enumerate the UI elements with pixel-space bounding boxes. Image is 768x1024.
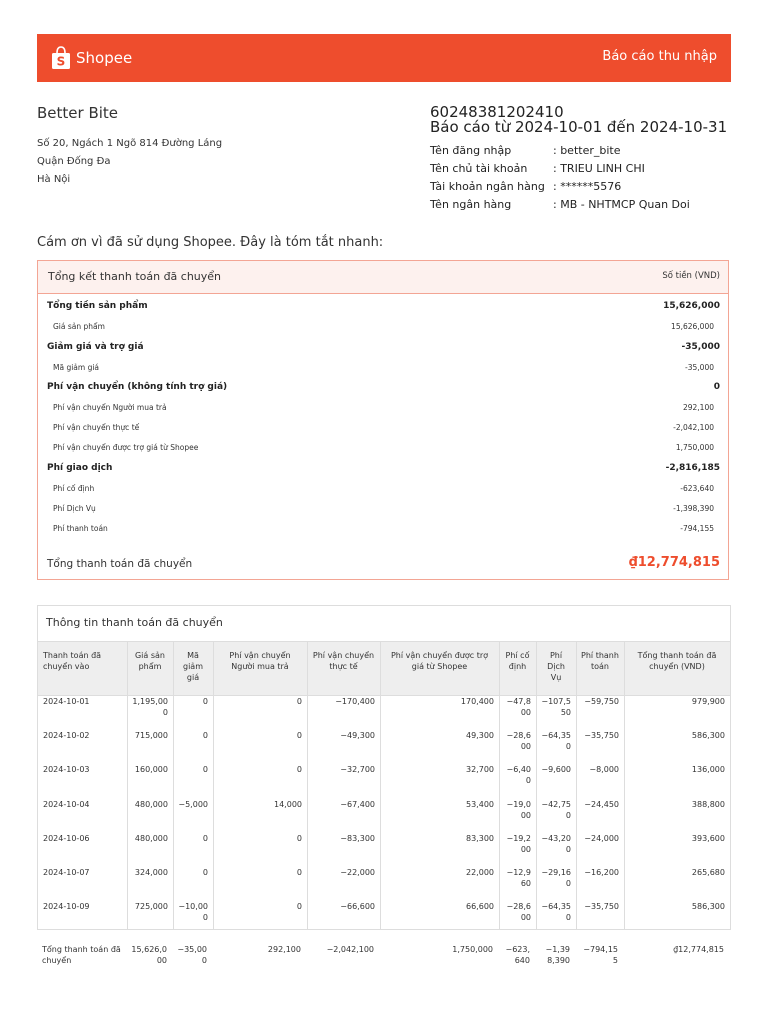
column-divider — [576, 641, 577, 929]
table-cell: 715,000 — [134, 731, 168, 741]
summary-row — [38, 524, 728, 538]
summary-row-label: Phí Dịch Vụ — [53, 504, 96, 513]
account-info-label: Tên chủ tài khoản — [430, 162, 528, 175]
column-header: Mã giảm giá — [183, 651, 203, 682]
column-header: Phí cố định — [505, 651, 530, 671]
table-cell: −10,000 — [178, 902, 208, 923]
payout-summary-box — [37, 260, 729, 580]
table-cell: −43,200 — [541, 833, 571, 854]
total-cell: −35,000 — [177, 945, 207, 965]
summary-row-label: Mã giảm giá — [53, 363, 100, 372]
table-cell: 393,600 — [691, 833, 725, 843]
summary-total-value: ₫12,774,815 — [628, 555, 720, 570]
table-cell: −83,300 — [340, 833, 375, 843]
column-divider — [173, 641, 174, 929]
account-info-row — [430, 162, 645, 175]
summary-row-value: 292,100 — [682, 403, 714, 412]
table-cell: −5,000 — [178, 799, 208, 809]
summary-row-value: -794,155 — [680, 524, 714, 533]
account-info-row — [430, 180, 621, 193]
summary-row-label: Phí vận chuyển được trợ giá từ Shopee — [53, 443, 199, 452]
table-cell: 0 — [296, 902, 302, 912]
column-header: Phí vận chuyển thực tế — [312, 651, 375, 671]
table-cell: 265,680 — [691, 868, 725, 877]
summary-row-label: Phí giao dịch — [47, 463, 113, 473]
table-cell: 2024-10-02 — [43, 731, 90, 741]
table-cell: −107,550 — [541, 697, 571, 717]
account-info-row — [430, 144, 621, 157]
table-cell: 32,700 — [466, 765, 494, 775]
table-cell: 0 — [202, 868, 208, 877]
header-bar — [37, 34, 731, 82]
table-cell: 0 — [296, 868, 302, 877]
table-cell: −32,700 — [340, 765, 375, 775]
table-cell: −170,400 — [335, 697, 375, 706]
table-cell: 2024-10-03 — [43, 765, 90, 775]
table-cell: 53,400 — [466, 799, 494, 809]
summary-row-value: -35,000 — [681, 342, 720, 352]
table-cell: 324,000 — [134, 868, 168, 877]
shop-name: Better Bite — [37, 104, 119, 122]
summary-title: Tổng kết thanh toán đã chuyển — [48, 270, 222, 283]
table-cell: 979,900 — [691, 697, 725, 706]
total-cell: 15,626,000 — [131, 945, 167, 965]
report-period: Báo cáo từ 2024-10-01 đến 2024-10-31 — [430, 118, 728, 136]
table-cell: 2024-10-06 — [43, 833, 90, 843]
account-info-value: : better_bite — [553, 144, 621, 157]
summary-row — [38, 484, 728, 498]
summary-row-label: Phí cố định — [53, 484, 95, 493]
table-cell: −42,750 — [541, 799, 571, 820]
table-cell: −35,750 — [584, 902, 619, 912]
summary-row-label: Phí vận chuyển Người mua trả — [53, 403, 167, 412]
column-divider — [127, 641, 128, 929]
table-cell: 1,195,000 — [132, 697, 168, 717]
summary-row-value: 1,750,000 — [675, 443, 714, 452]
summary-currency-label: Số tiền (VND) — [662, 271, 720, 281]
table-cell: −8,000 — [589, 765, 619, 775]
table-cell: −47,800 — [506, 697, 531, 717]
table-cell: −22,000 — [340, 868, 375, 877]
table-cell: 0 — [202, 833, 208, 843]
table-cell: 22,000 — [466, 868, 494, 877]
table-cell: 0 — [296, 833, 302, 843]
table-cell: 66,600 — [466, 902, 494, 912]
shop-address-line: Hà Nội — [37, 174, 71, 185]
column-divider — [499, 641, 500, 929]
account-info-value: : ******5576 — [553, 180, 622, 193]
summary-row-value: 15,626,000 — [671, 322, 714, 331]
table-cell: −29,160 — [541, 868, 571, 888]
summary-header — [38, 261, 728, 294]
summary-row-value: -623,640 — [680, 484, 714, 493]
summary-row — [38, 322, 728, 336]
summary-row-value: 15,626,000 — [663, 301, 720, 311]
table-cell: −59,750 — [584, 697, 619, 706]
total-cell: Tổng thanh toán đã chuyển — [42, 945, 121, 965]
table-cell: 160,000 — [134, 765, 168, 775]
shop-address-line: Số 20, Ngách 1 Ngõ 814 Đường Láng — [37, 138, 223, 149]
table-cell: −64,350 — [541, 902, 571, 923]
column-header: Thanh toán đã chuyển vào — [43, 651, 102, 671]
table-cell: 0 — [296, 765, 302, 775]
table-cell: 725,000 — [134, 902, 168, 912]
table-header — [38, 641, 730, 696]
table-cell: −19,200 — [506, 833, 531, 854]
total-cell: −2,042,100 — [326, 945, 374, 954]
shopee-logo — [51, 45, 132, 71]
summary-row-label: Phí vận chuyển (không tính trợ giá) — [47, 382, 228, 392]
column-header: Giá sản phẩm — [134, 651, 165, 671]
total-cell: −1,398,390 — [545, 945, 570, 965]
table-cell: −12,960 — [506, 868, 531, 888]
summary-row-value: -2,042,100 — [673, 423, 714, 432]
summary-row — [38, 443, 728, 457]
column-divider — [380, 641, 381, 929]
column-header: Phí Dịch Vụ — [547, 651, 565, 682]
summary-row — [38, 423, 728, 437]
summary-row — [38, 504, 728, 518]
table-cell: −16,200 — [584, 868, 619, 877]
table-cell: 14,000 — [274, 799, 302, 809]
table-cell: −28,600 — [506, 731, 531, 752]
column-divider — [536, 641, 537, 929]
summary-row-label: Phí vận chuyển thực tế — [53, 423, 140, 432]
column-divider — [307, 641, 308, 929]
table-cell: 480,000 — [134, 799, 168, 809]
table-cell: −19,000 — [506, 799, 531, 820]
table-cell: −24,450 — [584, 799, 619, 809]
thanks-message: Cám ơn vì đã sử dụng Shopee. Đây là tóm tắt nhanh: — [37, 235, 384, 250]
detail-title: Thông tin thanh toán đã chuyển — [46, 616, 223, 629]
brand-name: Shopee — [76, 49, 133, 67]
summary-row-label: Tổng tiền sản phẩm — [47, 301, 148, 311]
table-cell: 2024-10-04 — [43, 799, 90, 809]
table-cell: 0 — [296, 697, 302, 706]
table-cell: 170,400 — [460, 697, 494, 706]
total-cell: 1,750,000 — [452, 945, 493, 954]
table-cell: 49,300 — [466, 731, 494, 741]
summary-row — [38, 463, 728, 477]
table-cell: 0 — [202, 697, 208, 706]
table-cell: −9,600 — [541, 765, 571, 775]
table-cell: 586,300 — [691, 731, 725, 741]
summary-row-value: -1,398,390 — [673, 504, 714, 513]
account-info-label: Tên đăng nhập — [430, 144, 512, 157]
account-info-row — [430, 198, 690, 211]
account-info-value: : MB - NHTMCP Quan Doi — [553, 198, 690, 211]
table-cell: −67,400 — [340, 799, 375, 809]
summary-total-label: Tổng thanh toán đã chuyển — [47, 558, 193, 570]
table-cell: 0 — [296, 731, 302, 741]
summary-row — [38, 301, 728, 315]
summary-row — [38, 363, 728, 377]
column-header: Phí vận chuyển Người mua trả — [229, 651, 291, 671]
account-info-label: Tên ngân hàng — [430, 198, 512, 211]
table-cell: −64,350 — [541, 731, 571, 752]
table-total-row — [37, 944, 731, 974]
shopee-bag-icon — [51, 46, 71, 70]
table-cell: 0 — [202, 765, 208, 775]
column-header: Phí vận chuyển được trợ giá từ Shopee — [390, 651, 489, 671]
table-cell: 2024-10-09 — [43, 902, 90, 912]
total-cell: −623,640 — [505, 945, 530, 965]
table-cell: −24,000 — [584, 833, 619, 843]
column-header: Tổng thanh toán đã chuyển (VND) — [637, 651, 717, 671]
svg-text:S: S — [56, 54, 66, 69]
table-cell: 136,000 — [691, 765, 725, 775]
table-cell: −35,750 — [584, 731, 619, 741]
table-cell: −49,300 — [340, 731, 375, 741]
table-cell: 480,000 — [134, 833, 168, 843]
account-info-label: Tài khoản ngân hàng — [430, 180, 545, 193]
column-divider — [213, 641, 214, 929]
total-cell: ₫12,774,815 — [673, 945, 724, 954]
summary-row — [38, 342, 728, 356]
account-info-value: : TRIEU LINH CHI — [553, 162, 645, 175]
column-header: Phí thanh toán — [581, 651, 619, 671]
summary-row-label: Giá sản phẩm — [53, 322, 105, 331]
summary-row-label: Phí thanh toán — [53, 524, 108, 533]
report-title: Báo cáo thu nhập — [602, 49, 717, 64]
table-cell: 2024-10-01 — [43, 697, 90, 706]
table-cell: −6,400 — [506, 765, 531, 786]
table-cell: 586,300 — [691, 902, 725, 912]
summary-row-value: -2,816,185 — [665, 463, 720, 473]
report-id: 60248381202410 — [430, 103, 564, 121]
summary-row-value: 0 — [713, 382, 720, 392]
column-divider — [624, 641, 625, 929]
table-cell: 388,800 — [691, 799, 725, 809]
table-cell: −66,600 — [340, 902, 375, 912]
table-cell: 0 — [202, 731, 208, 741]
summary-row — [38, 403, 728, 417]
shop-address-line: Quận Đống Đa — [37, 156, 111, 167]
table-cell: −28,600 — [506, 902, 531, 923]
total-cell: 292,100 — [267, 945, 301, 954]
table-cell: 2024-10-07 — [43, 868, 90, 877]
summary-row — [38, 382, 728, 396]
summary-row-label: Giảm giá và trợ giá — [47, 342, 144, 352]
total-cell: −794,155 — [583, 945, 618, 965]
table-cell: 83,300 — [466, 833, 494, 843]
payout-detail-box — [37, 605, 731, 930]
summary-row-value: -35,000 — [685, 363, 714, 372]
